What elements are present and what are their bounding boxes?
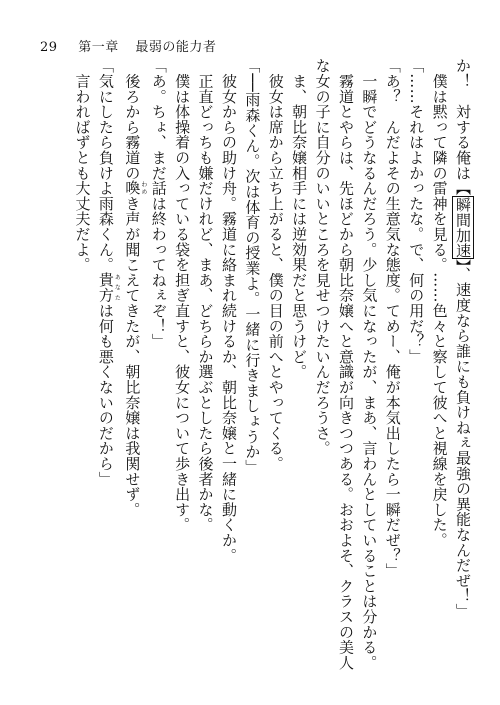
text-segment: 】、速度なら誰にも負けねぇ最強の異能なんだぜ！」 (454, 258, 472, 619)
text-line: 「あ？ んだよその生意気な態度。てめー、俺が本気出したら一瞬だぜ？」 (383, 58, 402, 579)
text-line: 言わればずとも大丈夫だよ。 (73, 58, 92, 273)
ruby-reading: あなた (113, 272, 121, 303)
novel-text-body (40, 58, 474, 678)
text-line: 一瞬でどうなるんだろう。少し気になったが、まあ、言わんとしていることは分かる。 (360, 58, 379, 670)
text-line: 僕は黙って隣の雷神を見る。……色々と察して彼へと視線を戻した。 (430, 58, 449, 548)
ruby-base: 喚 (123, 180, 142, 196)
text-line: な女の子に自分のいいところを見せつけたいんだろうさ。 (313, 58, 332, 456)
chapter-title: 最弱の能力者 (135, 40, 217, 55)
text-line: ま、朝比奈嬢相手には逆効果だと思うけど。 (290, 58, 309, 380)
text-line (120, 58, 146, 678)
text-segment: は何も悪くないのだから」 (96, 302, 115, 487)
text-line: 彼女からの助け舟。霧道に絡まれ続けるか、朝比奈嬢と一緒に動くか。 (219, 58, 238, 563)
text-line: 僕は体操着の入っている袋を担ぎ直すと、彼女について歩き出す。 (173, 58, 192, 533)
text-segment: か！ 対する俺は【 (454, 58, 472, 196)
text-segment: 後ろから霧道の (123, 58, 142, 181)
text-segment: 「気にしたら負けよ雨森くん。 (96, 58, 115, 273)
page-number: 29 (40, 40, 58, 55)
ruby-word (123, 180, 147, 196)
page-header (40, 36, 216, 55)
text-line: 彼女は席から立ち上がると、僕の目の前へとやってくる。 (266, 58, 285, 472)
ruby-word (96, 272, 121, 303)
text-line: 「あ。ちょ、まだ話は終わってねぇぞ！」 (149, 58, 168, 349)
text-line (94, 58, 120, 678)
text-line: 「──雨森くん。次は体育の授業よ。一緒に行きましょうか」 (243, 58, 262, 475)
skill-name-emphasis: 瞬間加速 (454, 196, 472, 258)
text-line: 正直どっちも嫌だけれど、まあ、どちらか選ぶとしたら後者かな。 (196, 58, 215, 533)
text-line: 霧道とやらは、先ほどから朝比奈嬢へと意識が向きつつある。おおよそ、クラスの美人 (336, 58, 355, 670)
ruby-reading: わめ (139, 180, 147, 196)
text-segment: き声が聞こえてきたが、朝比奈嬢は我関せず。 (123, 195, 142, 518)
text-line: 「……それはよかったな。で、何の用だ？」 (407, 58, 426, 364)
chapter-label: 第一章 (78, 40, 119, 55)
text-line (451, 58, 474, 678)
ruby-base: 貴方 (96, 272, 115, 303)
